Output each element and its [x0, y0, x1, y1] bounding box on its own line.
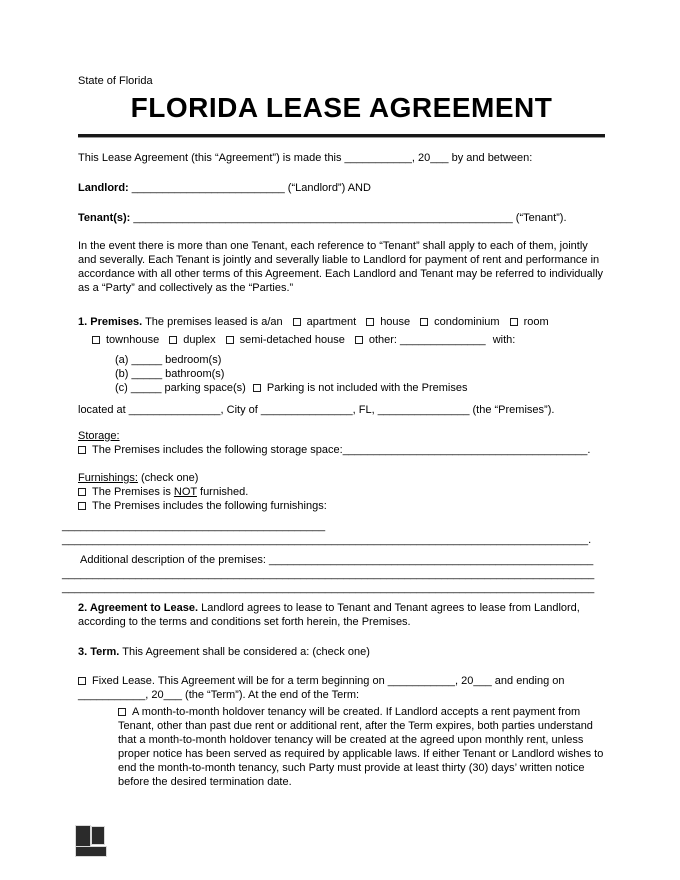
tenant-suffix: (“Tenant”). [515, 212, 567, 224]
checkbox-duplex[interactable] [169, 336, 177, 344]
storage-option-text: The Premises includes the following storage space: [92, 444, 343, 456]
checkbox-house[interactable] [366, 318, 374, 326]
landlord-label: Landlord: [78, 182, 129, 194]
page-title: FLORIDA LEASE AGREEMENT [130, 92, 553, 123]
storage-section [78, 429, 605, 457]
holdover-text: A month-to-month holdover tenancy will be created. If Landlord accepts a rent payment from Tenant, other than past due rent or additional rent, after the Term expires, both parties understand that a month-to-month holdover tenancy will be created at the agreed upon monthly rent, unless proper notice has been served as required by applicable laws. If either Tenant or Landlord wishes to end the month-to-month tenancy, such Party must provide at least thirty (30) days’ written notice before the desired termination date. [118, 706, 604, 788]
checkbox-condominium[interactable] [420, 318, 428, 326]
tenant-line [78, 211, 605, 225]
additional-description-section [62, 553, 605, 595]
checkbox-townhouse[interactable] [92, 336, 100, 344]
storage-option-row [78, 443, 605, 457]
storage-blank: ________________________________________. [342, 444, 591, 456]
option-other: other: ______________ [368, 334, 486, 346]
not-furnished-row [78, 485, 605, 499]
term-body: This Agreement shall be considered a: (check one) [122, 646, 370, 658]
furnishings-heading-row [78, 471, 605, 485]
fixed-lease-text: Fixed Lease. This Agreement will be for a term beginning on ___________, 20___ and ending on ___________, 20___ (the “Term”). At the end of the Term: [78, 675, 565, 701]
premises-type-row2 [78, 333, 605, 347]
made-line [78, 151, 605, 165]
landlord-suffix: (“Landlord”) AND [287, 182, 371, 194]
checkbox-no-parking[interactable] [253, 384, 261, 392]
furnishings-section [62, 471, 605, 547]
option-duplex: duplex [183, 334, 216, 346]
no-parking-label: Parking is not included with the Premises [266, 382, 468, 394]
premises-lead: The premises leased is a/an [145, 316, 283, 328]
option-townhouse: townhouse [106, 334, 160, 346]
parking-text: (c) _____ parking space(s) [115, 382, 246, 394]
premises-heading: 1. Premises. [78, 316, 143, 328]
additional-description-line2: _______________________________________________________________________________________ [62, 568, 595, 580]
bathrooms-line: (b) _____ bathroom(s) [115, 368, 225, 380]
parking-line [115, 381, 605, 395]
term-paragraph [78, 645, 605, 659]
furnishings-blank-line-full: ______________________________________________________________________________________. [62, 534, 592, 546]
furnishings-heading: Furnishings: [78, 472, 138, 484]
holdover-row [78, 705, 605, 789]
with-label: with: [492, 334, 516, 346]
not-furnished-pre: The Premises is [92, 486, 174, 498]
furnishings-blank-line-half: ___________________________________________ [62, 520, 326, 532]
legal-templates-logo [76, 826, 106, 856]
not-furnished-word: NOT [173, 486, 197, 498]
joint-liability-paragraph: In the event there is more than one Tenant, each reference to “Tenant” shall apply to each of them, jointly and severally. Each Tenant is jointly and severally liable to Landlord for payment of rent and performance in accordance with all other terms of this Agreement. Each Landlord and Tenant may be referred to individually as a “Party” and collectively as the “Parties.” [78, 240, 604, 294]
checkbox-semi-detached-house[interactable] [226, 336, 234, 344]
additional-description-blank: _____________________________________________________ [268, 554, 594, 566]
premises-details [78, 353, 605, 395]
additional-description-line3: _______________________________________________________________________________________ [62, 582, 595, 594]
logo-small-square [92, 827, 104, 844]
checkbox-holdover-tenancy[interactable] [118, 708, 126, 716]
premises-type-row1 [78, 315, 605, 329]
option-condominium: condominium [434, 316, 500, 328]
checkbox-other[interactable] [355, 336, 363, 344]
checkbox-fixed-lease[interactable] [78, 677, 86, 685]
term-heading: 3. Term. [78, 646, 120, 658]
checkbox-storage-space[interactable] [78, 446, 86, 454]
tenant-label: Tenant(s): [78, 212, 131, 224]
furnishings-included-row [78, 499, 605, 513]
tenant-blank: ______________________________________________________________ [133, 212, 513, 224]
checkbox-apartment[interactable] [293, 318, 301, 326]
additional-description-label: Additional description of the premises: [80, 554, 266, 566]
option-apartment: apartment [306, 316, 357, 328]
option-house: house [380, 316, 411, 328]
checkbox-furnishings-included[interactable] [78, 502, 86, 510]
storage-heading: Storage: [78, 430, 120, 442]
not-furnished-post: furnished. [196, 486, 249, 498]
option-room: room [523, 316, 549, 328]
located-line: located at _______________, City of _______________, FL, _______________ (the “Premises”). [78, 404, 555, 416]
state-label: State of Florida [78, 75, 153, 87]
made-line-text: This Lease Agreement (this “Agreement”) is made this ___________, 20___ by and between: [78, 152, 533, 164]
agreement-to-lease-paragraph [78, 601, 605, 629]
fixed-lease-row [78, 674, 605, 702]
logo-l-horizontal-bar [76, 847, 106, 856]
furnishings-included-text: The Premises includes the following furnishings: [92, 500, 327, 512]
checkbox-not-furnished[interactable] [78, 488, 86, 496]
title-divider [78, 134, 605, 138]
option-semi-detached-house: semi-detached house [239, 334, 345, 346]
checkbox-room[interactable] [510, 318, 518, 326]
furnishings-note: (check one) [140, 472, 199, 484]
agreement-to-lease-heading: 2. Agreement to Lease. [78, 602, 199, 614]
landlord-blank: _________________________ [131, 182, 285, 194]
bedrooms-line: (a) _____ bedroom(s) [115, 354, 222, 366]
agreement-to-lease-body: Landlord agrees to lease to Tenant and Tenant agrees to lease from Landlord, according to the terms and conditions set forth herein, the Premises. [78, 602, 580, 628]
additional-description-line1 [78, 553, 605, 567]
landlord-line [78, 181, 605, 195]
